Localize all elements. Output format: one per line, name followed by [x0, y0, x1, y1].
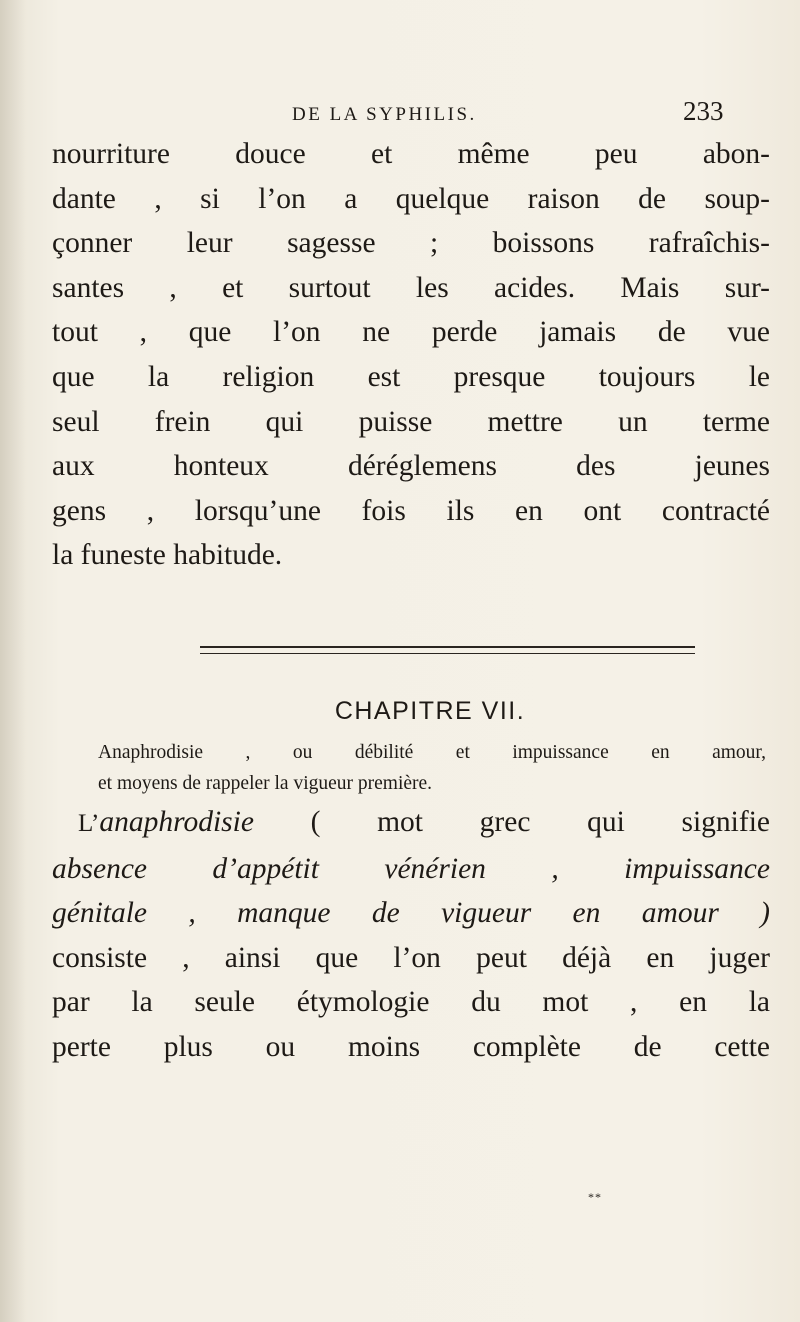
paragraph-continued	[52, 132, 770, 578]
signature-mark: **	[588, 1190, 602, 1204]
text-line-italic: absence d’appétit vénérien , impuissance	[52, 852, 770, 885]
text-run: ( mot grec qui signifie	[253, 806, 770, 838]
section-rule-thin	[200, 653, 695, 654]
text-line: aux honteux déréglemens des jeunes	[52, 450, 770, 483]
text-line: nourriture douce et même peu abon-	[52, 138, 770, 170]
term-italic: anaphrodisie	[99, 806, 254, 838]
text-line: la funeste habitude.	[52, 539, 283, 572]
running-head: DE LA SYPHILIS.	[292, 104, 477, 125]
summary-line: Anaphrodisie , ou débilité et impuissance en amour,	[98, 742, 766, 763]
section-rule-thick	[200, 646, 695, 648]
chapter-title: CHAPITRE VII.	[334, 697, 526, 725]
text-line: gens , lorsqu’une fois ils en ont contracté	[52, 494, 770, 527]
initial-cap: L’	[78, 810, 100, 837]
summary-line: et moyens de rappeler la vigueur première.	[98, 773, 433, 794]
chapter-summary	[98, 737, 766, 799]
text-line-italic: génitale , manque de vigueur en amour )	[52, 897, 770, 930]
text-line: santes , et surtout les acides. Mais sur-	[52, 271, 770, 304]
text-line: que la religion est presque toujours le	[52, 360, 770, 393]
text-line: çonner leur sagesse ; boissons rafraîchis-	[52, 227, 770, 260]
text-line: tout , que l’on ne perde jamais de vue	[52, 316, 770, 349]
text-line: par la seule étymologie du mot , en la	[52, 986, 770, 1019]
chapter-opening-paragraph	[52, 800, 770, 1070]
text-line: dante , si l’on a quelque raison de soup-	[52, 182, 770, 215]
text-line	[52, 800, 770, 847]
text-line: consiste , ainsi que l’on peut déjà en juger	[52, 941, 770, 974]
text-line: seul frein qui puisse mettre un terme	[52, 405, 770, 438]
page-gutter-shadow	[0, 0, 26, 1322]
page-number: 233	[683, 96, 724, 126]
text-line: perte plus ou moins complète de cette	[52, 1030, 770, 1063]
